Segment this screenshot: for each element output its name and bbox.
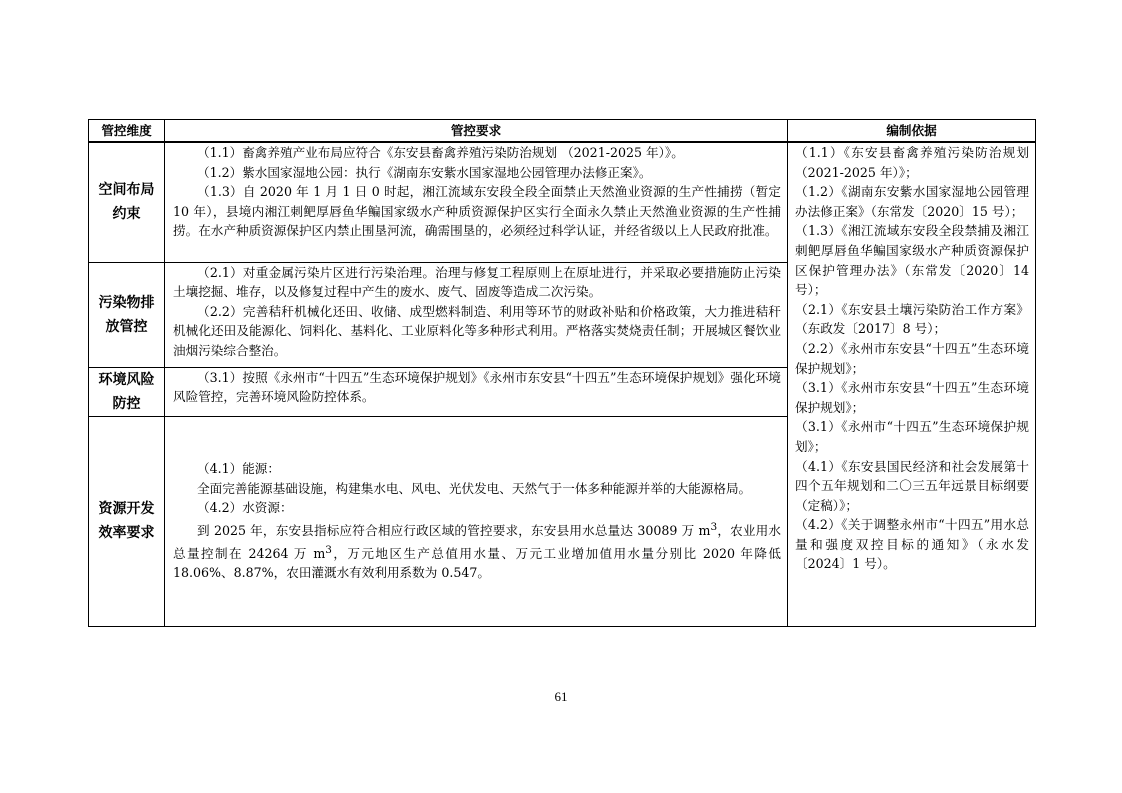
dimension-cell: 污染物排放管控: [89, 262, 165, 367]
dimension-cell: 空间布局约束: [89, 142, 165, 262]
table-header-row: [89, 120, 1036, 143]
basis-item: （4.1）《东安县国民经济和社会发展第十四个五年规划和二〇三五年远景目标纲要（定稿）》；: [795, 458, 1029, 513]
basis-item: （1.3）《湘江流域东安段全段禁捕及湘江刺鲃厚唇鱼华鳊国家级水产种质资源保护区保护管理办法》（东常发〔2020〕14 号）；: [795, 223, 1029, 298]
page-number: 61: [554, 689, 568, 704]
water-text-a: 到 2025 年，东安县指标应符合相应行政区域的管控要求，东安县用水总量达 30089 万 m: [197, 523, 711, 538]
header-requirement: 管控要求: [165, 120, 788, 143]
requirement-paragraph: （2.1）对重金属污染片区进行污染治理。治理与修复工程原则上在原址进行，并采取必要措施防止污染土壤挖掘、堆存，以及修复过程中产生的废水、废气、固废等造成二次污染。: [173, 264, 781, 300]
water-text-c: ，万元地区生产总值用水量、万元工业增加值用水量分别比 2020 年降低 18.06%、8.87%，农田灌溉水有效利用系数为 0.547。: [173, 545, 781, 581]
basis-item: （2.1）《东安县土壤污染防治工作方案》（东政发〔2017〕8 号）；: [795, 301, 1029, 337]
requirement-paragraph: （1.3）自 2020 年 1 月 1 日 0 时起，湘江流域东安段全段全面禁止天然渔业资源的生产性捕捞（暂定 10 年），县境内湘江刺鲃厚唇鱼华鳊国家级水产种质资源保护区实行全面永久禁止天然渔业资源的生产性捕捞。在水产种质资源保护区内禁止围垦河流，确需围垦的，必须经过科学认证，并经省级以上人民政府批准。: [173, 184, 781, 239]
requirement-cell: [165, 262, 788, 367]
basis-item: （1.1）《东安县畜禽养殖污染防治规划 （2021-2025 年）》；: [795, 145, 1029, 180]
header-dimension: 管控维度: [89, 120, 165, 143]
superscript-3: 3: [710, 520, 718, 533]
control-requirements-table: [88, 119, 1036, 627]
basis-cell: [788, 142, 1036, 626]
superscript-3: 3: [325, 543, 332, 556]
requirement-cell: [165, 416, 788, 626]
dimension-cell: 资源开发效率要求: [89, 416, 165, 626]
requirement-cell: [165, 367, 788, 416]
requirement-paragraph: （4.2）水资源：: [197, 500, 293, 516]
basis-item: （1.2）《湖南东安紫水国家湿地公园管理办法修正案》（东常发〔2020〕15 号）；: [795, 184, 1029, 219]
requirement-paragraph: （2.2）完善秸秆机械化还田、收储、成型燃料制造、利用等环节的财政补贴和价格政策，大力推进秸秆机械化还田及能源化、饲料化、基料化、工业原料化等多种形式利用。严格落实焚烧责任制；开展城区餐饮业油烟污染综合整治。: [173, 303, 781, 358]
basis-item: （3.1）《永州市“十四五”生态环境保护规划》；: [795, 419, 1029, 454]
dimension-cell: 环境风险防控: [89, 367, 165, 416]
table-row: [89, 142, 1036, 262]
water-text-b: ，农业用水总量控制在 24264 万 m: [173, 523, 782, 561]
basis-item: （2.2）《永州市东安县“十四五”生态环境保护规划》；: [795, 340, 1029, 376]
requirement-cell: [165, 142, 788, 262]
requirement-paragraph: 全面完善能源基础设施，构建集水电、风电、光伏发电、天然气于一体多种能源并举的大能源格局。: [197, 480, 752, 496]
basis-item: （4.2）《关于调整永州市“十四五”用水总量和强度双控目标的通知》（永水发〔2024〕1 号）。: [795, 517, 1029, 572]
requirement-paragraph: （1.1）畜禽养殖产业布局应符合《东安县畜禽养殖污染防治规划 （2021-2025 年）》。: [197, 145, 684, 160]
header-basis: 编制依据: [788, 120, 1036, 143]
basis-item: （3.1）《永州市东安县“十四五”生态环境保护规划》；: [795, 380, 1029, 415]
requirement-paragraph: （4.1）能源：: [197, 461, 280, 477]
requirement-paragraph: （3.1）按照《永州市“十四五”生态环境保护规划》《永州市东安县“十四五”生态环境保护规划》强化环境风险管控，完善环境风险防控体系。: [173, 369, 781, 405]
requirement-paragraph: [173, 518, 781, 583]
requirement-paragraph: （1.2）紫水国家湿地公园：执行《湖南东安紫水国家湿地公园管理办法修正案》。: [197, 164, 652, 180]
